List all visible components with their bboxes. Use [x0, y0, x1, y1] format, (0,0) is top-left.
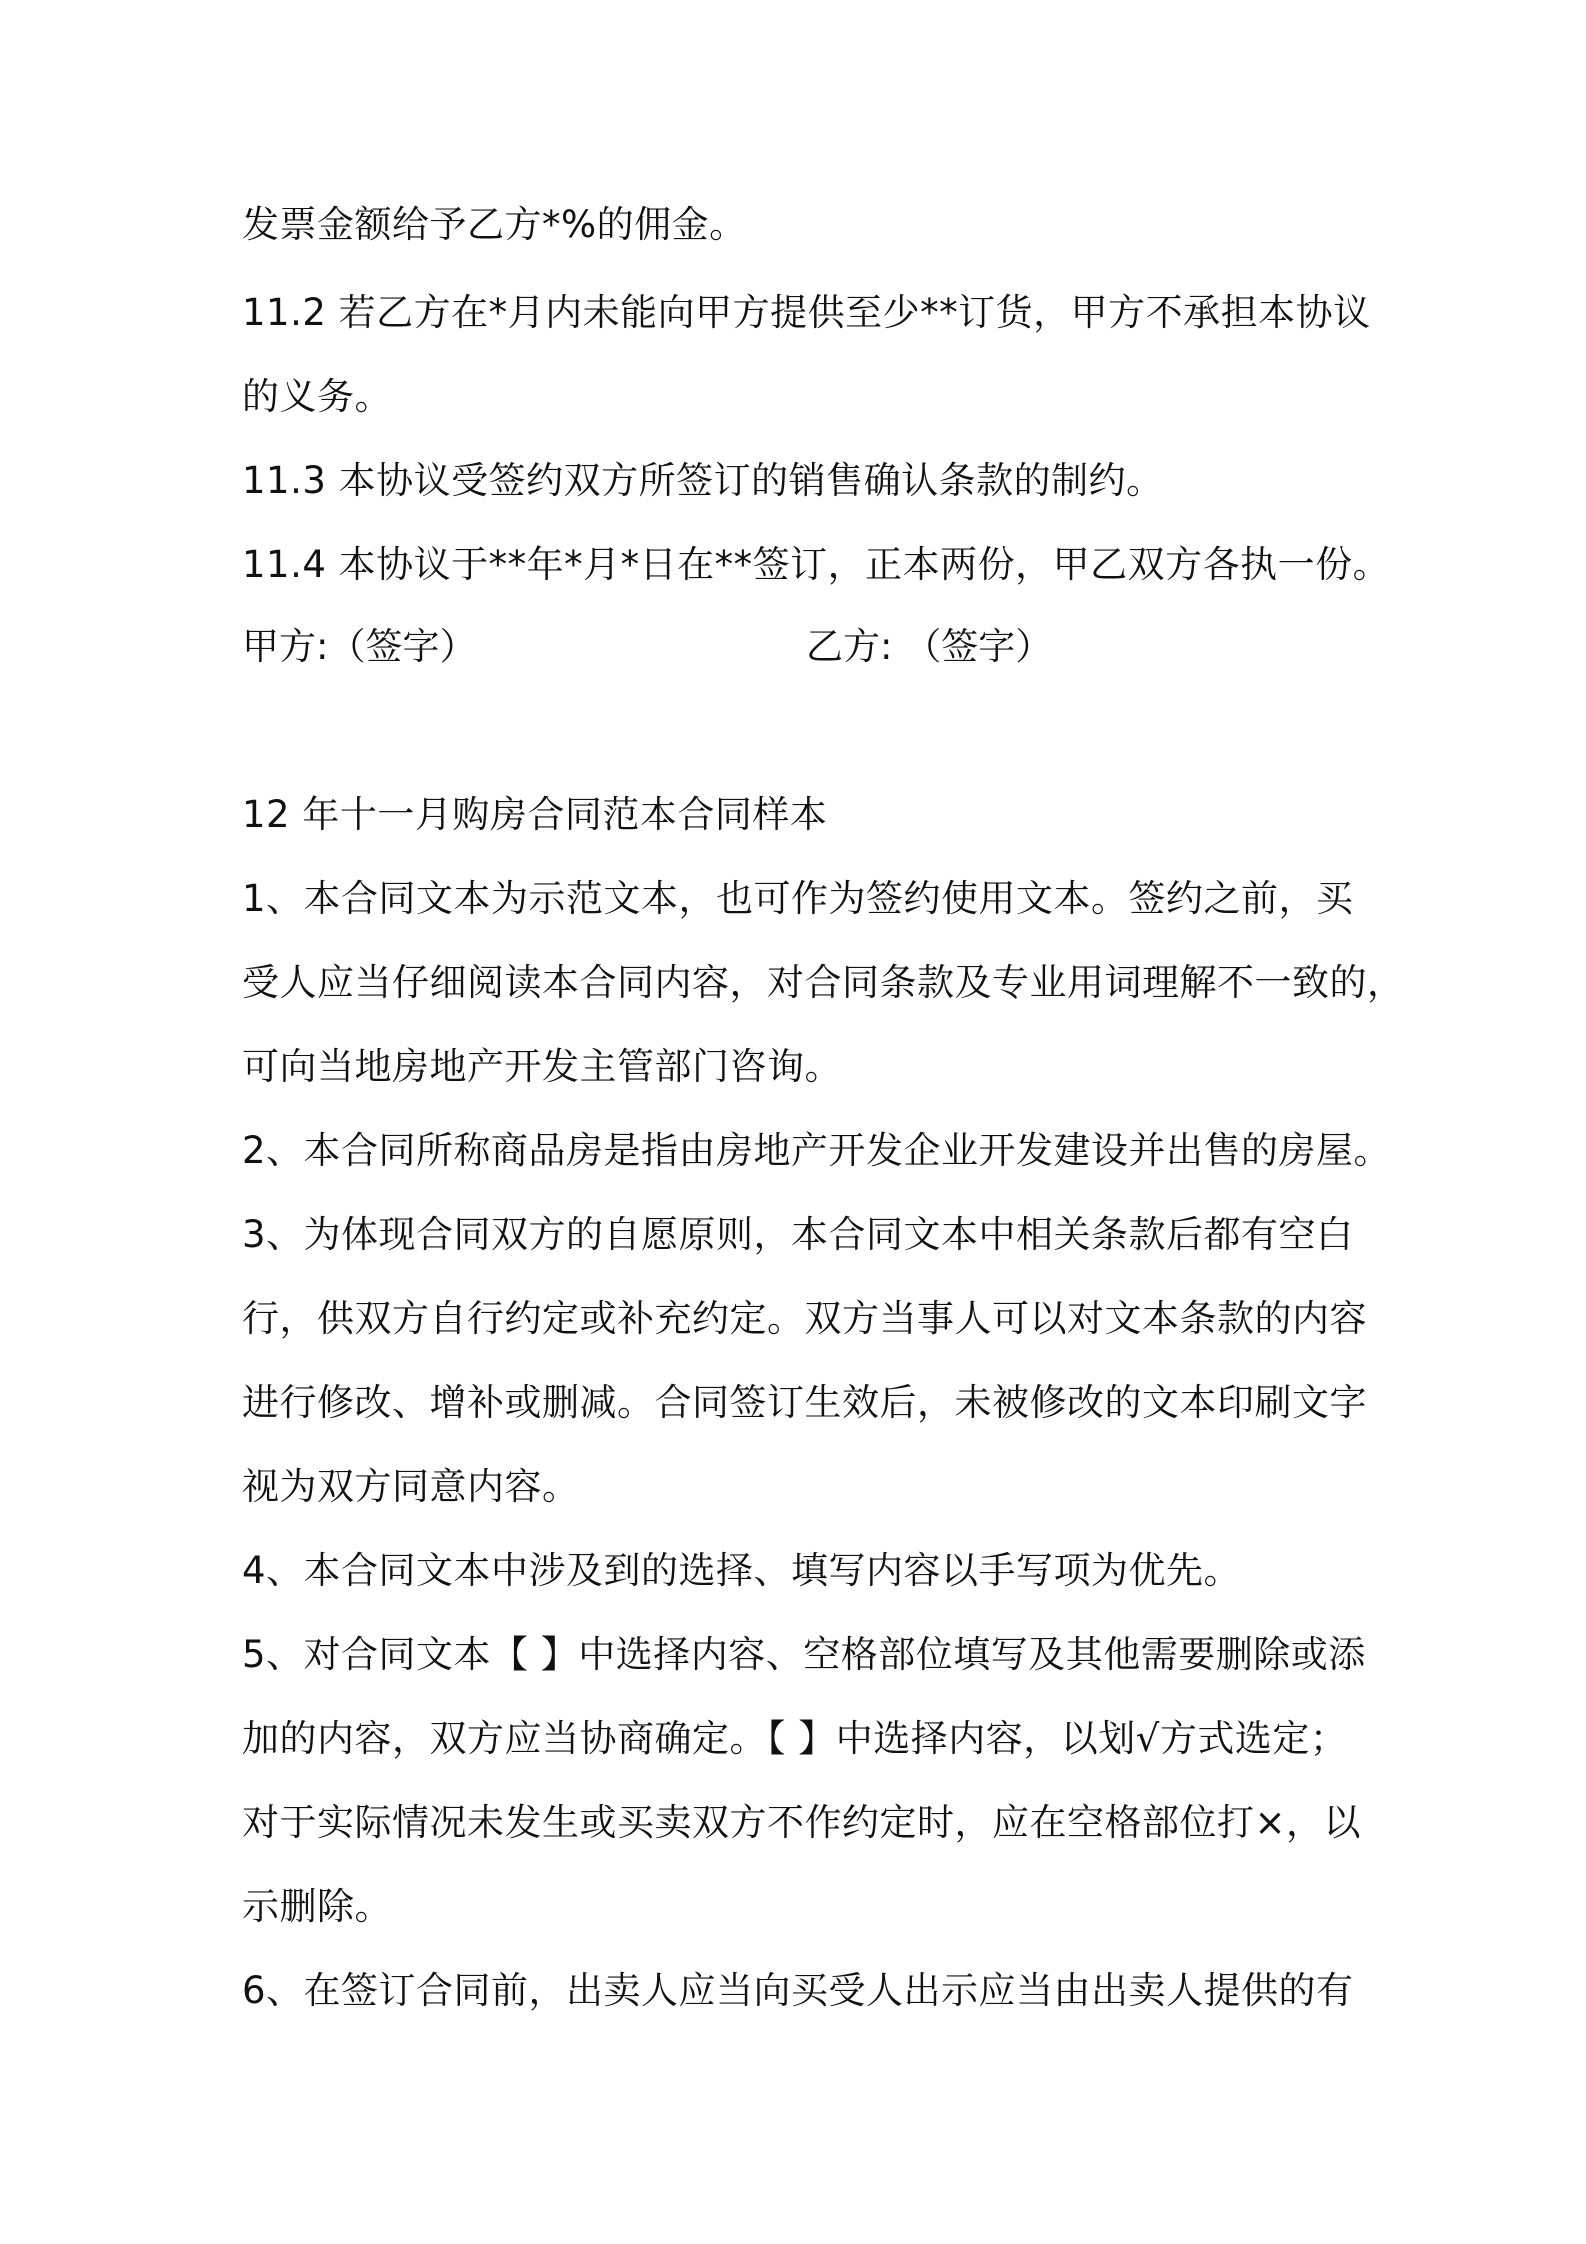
text-line: 进行修改、增补或删减。合同签订生效后，未被修改的文本印刷文字 — [242, 1381, 1367, 1424]
text-line: 发票金额给予乙方*%的佣金。 — [242, 203, 747, 246]
text-line: 2、本合同所称商品房是指由房地产开发企业开发建设并出售的房屋。 — [242, 1129, 1392, 1172]
text-line: 视为双方同意内容。 — [242, 1465, 580, 1508]
signature-party-b: 乙方: （签字） — [806, 625, 1053, 668]
text-line: 4、本合同文本中涉及到的选择、填写内容以手写项为优先。 — [242, 1549, 1242, 1592]
text-line: 11.2 若乙方在*月内未能向甲方提供至少**订货，甲方不承担本协议 — [242, 291, 1371, 334]
text-line: 3、为体现合同双方的自愿原则，本合同文本中相关条款后都有空白 — [242, 1213, 1354, 1256]
text-line: 11.4 本协议于**年*月*日在**签订，正本两份，甲乙双方各执一份。 — [242, 543, 1391, 586]
text-line: 加的内容，双方应当协商确定。【 】中选择内容，以划√方式选定； — [242, 1717, 1348, 1760]
text-line: 受人应当仔细阅读本合同内容，对合同条款及专业用词理解不一致的， — [242, 961, 1405, 1004]
text-line: 对于实际情况未发生或买卖双方不作约定时，应在空格部位打×，以 — [242, 1801, 1362, 1844]
text-line: 11.3 本协议受签约双方所签订的销售确认条款的制约。 — [242, 459, 1164, 502]
text-line: 可向当地房地产开发主管部门咨询。 — [242, 1045, 842, 1088]
signature-party-a: 甲方:（签字） — [242, 625, 477, 668]
text-line: 6、在签订合同前，出卖人应当向买受人出示应当由出卖人提供的有 — [242, 1969, 1354, 2012]
text-line: 5、对合同文本【 】中选择内容、空格部位填写及其他需要删除或添 — [242, 1633, 1366, 1676]
text-line: 1、本合同文本为示范文本，也可作为签约使用文本。签约之前，买 — [242, 877, 1354, 920]
text-line: 行，供双方自行约定或补充约定。双方当事人可以对文本条款的内容 — [242, 1297, 1367, 1340]
text-line: 的义务。 — [242, 375, 392, 418]
text-line: 示删除。 — [242, 1885, 392, 1928]
section-title: 12 年十一月购房合同范本合同样本 — [242, 793, 828, 836]
